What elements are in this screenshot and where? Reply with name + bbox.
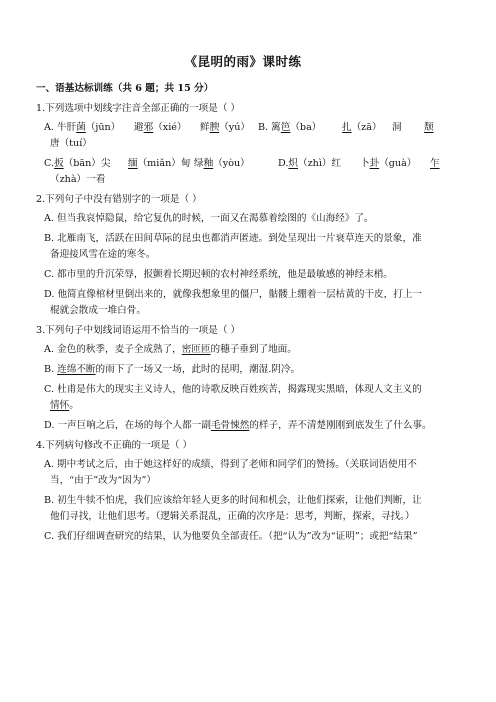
option-1a-2: 避邪（xié）	[134, 122, 187, 133]
question-2-option-a: A. 但当我哀悼隐鼠，给它复仇的时候，一面又在渴慕着绘图的《山海经》了。	[44, 213, 374, 224]
question-2-stem: 2.下列句子中没有错别字的一项是（ ）	[36, 194, 202, 205]
question-3-option-b: B. 连绵不断的雨下了一场又一场，此时的昆明，潮湿.阴冷。	[44, 364, 301, 375]
option-1c-1: C.扳（bān）尖	[44, 158, 111, 169]
question-1-option-b-cont: 唐（tuí）	[50, 138, 92, 149]
question-2-option-b-cont: 备迎接风雪在途的寒冬。	[50, 249, 156, 260]
option-1a-3: 鲜腴（yú）	[200, 122, 250, 133]
question-2-option-d-cont: 棍就会散成一堆白骨。	[50, 305, 146, 316]
question-2-option-b: B. 北雁南飞，活跃在田间草际的昆虫也都消声匿迹。到处呈现出一片衰草连天的景象，准	[44, 233, 422, 244]
option-1b-1: B. 篱笆（ba）	[258, 122, 322, 133]
option-1d-1: D.炽（zhì）红	[278, 158, 342, 169]
option-1d-3: 乍	[430, 158, 440, 169]
option-1b-2: 扎（zā）	[342, 122, 382, 133]
section-heading: 一、语基达标训练（共 6 题；共 15 分）	[36, 83, 214, 94]
question-4-stem: 4.下列病句修改不正确的一项是（ ）	[36, 440, 193, 451]
option-1b-4: 颓	[424, 122, 434, 133]
page-title: 《昆明的雨》课时练	[184, 54, 302, 69]
option-1c-3: 绿釉（yòu）	[194, 158, 250, 169]
question-1-option-a-b	[36, 120, 450, 136]
question-3-option-c: C. 杜甫是伟大的现实主义诗人，他的诗歌反映百姓疾苦，揭露现实黑暗，体现人文主义的	[44, 384, 422, 395]
question-1-option-c-d	[36, 156, 450, 172]
question-3-option-d: D. 一声巨响之后，在场的每个人都一副毛骨悚然的样子，弄不清楚刚刚到底发生了什么事。	[44, 420, 432, 431]
option-1b-3: 洞	[392, 122, 402, 133]
question-2-option-c: C. 都市里的升沉荣辱，报颤着长期迟顿的农村神经系统，他是最敏感的神经末梢。	[44, 269, 393, 280]
question-3-stem: 3.下列句子中划线词语运用不恰当的一项是（ ）	[36, 325, 241, 336]
question-4-option-a-cont: 当，“由于”改为“因为”）	[50, 475, 156, 486]
question-4-option-c: C. 我们仔细调查研究的结果，认为他要负全部责任。（把“认为”改为“证明”；或把“结果”	[44, 531, 418, 542]
question-3-option-a: A. 金色的秋季，麦子全成熟了，密匝匝的穗子垂到了地面。	[44, 344, 297, 355]
option-1c-2: 缅（miǎn）甸	[128, 158, 191, 169]
option-1a-1: A. 牛肝菌（jūn）	[44, 122, 121, 133]
question-4-option-b: B. 初生牛犊不怕虎，我们应该给年轻人更多的时间和机会，让他们探索，让他们判断，让	[44, 495, 422, 506]
option-1d-2: 卜卦（guà）	[360, 158, 417, 169]
question-1-option-d-cont: （zhà）一看	[50, 174, 106, 185]
question-2-option-d: D. 他简直像棺材里倒出来的，就像我想象里的僵尸，骷髅上绷着一层枯黄的干皮，打上一	[44, 289, 423, 300]
question-1-stem: 1.下列选项中划线字注音全部正确的一项是（ ）	[36, 103, 241, 114]
question-3-option-c-cont: 情怀。	[50, 400, 79, 411]
question-4-option-b-cont: 他们寻找，让他们思考。（逻辑关系混乱，正确的次序是：思考，判断，探索，寻找。）	[50, 511, 415, 522]
question-4-option-a: A. 期中考试之后，由于她这样好的成绩，得到了老师和同学们的赞扬。（关联词语使用不	[44, 459, 417, 470]
